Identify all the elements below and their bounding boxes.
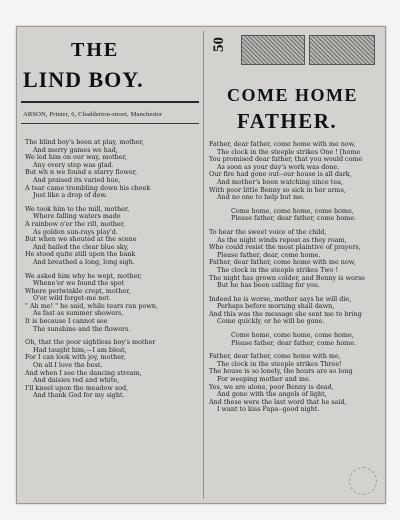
verse-line: The night has grown colder, and Benny is worse xyxy=(209,273,365,282)
verse-line: A rainbow o'er the rill, mother, xyxy=(25,219,126,228)
verse-line: Where falling waters made xyxy=(33,212,121,221)
verse-line: And breathed a long, long sigh. xyxy=(33,257,135,266)
verse-line: And merry games we had, xyxy=(33,145,118,154)
verse-line: But wh n we found a starry flower, xyxy=(25,168,138,177)
verse-line: Come home, come home, come home, xyxy=(231,206,354,215)
verse-line: We took him to the mill, mother, xyxy=(25,204,130,213)
verse-line: For I can look with joy, mother, xyxy=(25,353,126,362)
woodcut-image-left xyxy=(241,35,305,65)
verse-line: Perhaps before morning shall dawn, xyxy=(217,302,335,311)
verse-line: As soon as your day's work was done. xyxy=(217,162,340,171)
verse-line: Whene'er we found the spot xyxy=(33,279,125,288)
right-title-line1: COME HOME xyxy=(227,85,358,105)
verse-line: " Ah me! " he said, while tears ran pown, xyxy=(25,301,158,310)
verse-line: He stood quite still upon the bank xyxy=(25,250,136,259)
verse-line: Who could resist the most plaintive of prayers, xyxy=(209,243,361,252)
song-number: 50 xyxy=(211,37,227,52)
verse-line: The sunshine and the flowers. xyxy=(33,324,131,333)
stanza xyxy=(209,141,383,202)
verse-line: As fast as summer showers, xyxy=(33,309,124,318)
column-divider xyxy=(203,31,204,499)
verse-line: Father, dear father, come home with me now, xyxy=(209,140,356,148)
stanza xyxy=(209,332,383,347)
verse-line: The clock in the steeple strikes Two ! xyxy=(217,265,339,274)
stanza xyxy=(209,208,383,223)
verse-line: And thank God for my sight. xyxy=(33,391,125,400)
verse-line: It is because I cannot see xyxy=(25,317,108,326)
left-title-line2: LIND BOY. xyxy=(23,67,144,92)
verse-line: For weeping mother and me. xyxy=(217,375,311,384)
verse-line: I want to kiss Papa--good night. xyxy=(217,405,320,414)
library-stamp xyxy=(349,467,377,495)
stanza xyxy=(209,229,383,290)
verse-line: Father, dear father, come home with me now, xyxy=(209,258,356,267)
verse-line: Father, dear father, come home with me, xyxy=(209,352,341,361)
verse-line: Please father, dear, come home. xyxy=(217,250,321,259)
left-column xyxy=(17,27,205,503)
stanza xyxy=(209,353,383,414)
stanza xyxy=(209,296,383,326)
verse-line: To hear the sweet voice of the child, xyxy=(209,227,327,236)
verse-line: You promised dear father, that you would come xyxy=(209,155,363,164)
verse-line: With poor little Benny so sick in her arms, xyxy=(209,185,346,194)
verse-line: As the night winds repeat as they roam, xyxy=(217,235,347,244)
woodcut-image-right xyxy=(309,35,375,65)
verse-line: The house is so lonely, the hours are so long xyxy=(209,367,353,376)
imprint-rule xyxy=(21,123,199,124)
verse-line: Our fire had gone out--our house is all dark, xyxy=(209,170,352,179)
verse-line: O'er wild forget-me not. xyxy=(33,294,111,303)
verse-line: And daisies red and white, xyxy=(33,376,120,385)
verse-line: And when I see the dancing stream, xyxy=(25,368,142,377)
verse-line: Any every step was glad. xyxy=(33,160,114,169)
stanza xyxy=(25,273,203,334)
poem-blind-boy xyxy=(25,139,203,406)
verse-line: Had taught him,—I am blest, xyxy=(33,345,127,354)
verse-line: Where periwinkle crept, mother, xyxy=(25,286,131,295)
verse-line: Indeed he is worse, mother says he will die, xyxy=(209,294,352,303)
verse-line: Yes, we are alone, poor Benny is dead, xyxy=(209,382,334,391)
verse-line: As golden sun-rays play'd. xyxy=(33,227,118,236)
printer-imprint: ARSON, Printer, 6, Chadderton-street, Manchester xyxy=(23,111,163,118)
verse-line: I'll kneel upon the meadow sod, xyxy=(25,383,129,392)
right-column xyxy=(205,27,385,503)
verse-line: And no one to help but me. xyxy=(217,193,305,202)
verse-line: The clock in the steeple strikes Three! xyxy=(217,359,342,368)
stanza xyxy=(25,339,203,400)
verse-line: We led him on our way, mother, xyxy=(25,153,127,162)
verse-line: Oh, that the poor sightless boy's mother xyxy=(25,338,156,347)
verse-line: But when we shouted at the scene xyxy=(25,235,137,244)
poem-come-home-father xyxy=(209,141,383,420)
broadside-sheet xyxy=(16,26,386,504)
left-title-line1: THE xyxy=(71,39,120,61)
verse-line: On all I love the best. xyxy=(33,361,103,370)
verse-line: And gone with the angels of light, xyxy=(217,390,327,399)
verse-line: And hailed the clear blue sky, xyxy=(33,242,129,251)
verse-line: The clock in the steeple strikes One ! [home xyxy=(217,147,361,156)
verse-line: And mother's been watching since tea, xyxy=(217,177,343,186)
verse-line: Please father, dear father, come home. xyxy=(231,214,357,223)
verse-line: And these were the last word that he said, xyxy=(209,397,347,406)
verse-line: Just like a drop of dew. xyxy=(33,191,108,200)
verse-line: And this was the message she sent me to bring xyxy=(209,309,362,318)
verse-line: But he has been calling for you. xyxy=(217,281,321,290)
verse-line: Come quickly, or he will be gone. xyxy=(217,317,325,326)
title-rule xyxy=(21,101,199,103)
verse-line: Please father, dear father, come home. xyxy=(231,338,357,347)
verse-line: We asked him why he wept, mother, xyxy=(25,271,142,280)
verse-line: And praised its varied hue, xyxy=(33,175,121,184)
right-title-line2: FATHER. xyxy=(237,109,338,133)
verse-line: The blind boy's been at play, mother, xyxy=(25,138,144,146)
verse-line: Come home, come home, come home, xyxy=(231,331,354,340)
stanza xyxy=(25,206,203,267)
verse-line: A tear came trembling down his cheek xyxy=(25,183,151,192)
stanza xyxy=(25,139,203,200)
